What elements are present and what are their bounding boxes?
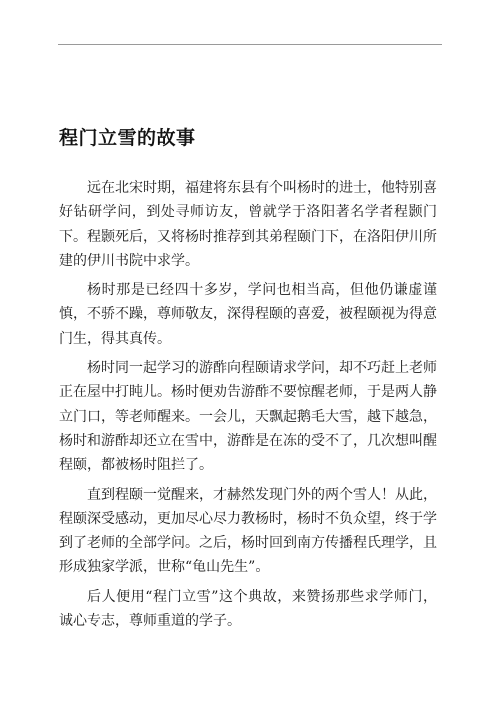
article-body <box>59 176 437 638</box>
paragraph-3: 杨时同一起学习的游酢向程颐请求学问，却不巧赶上老师正在屋中打盹儿。杨时便劝告游酢不要惊醒老师，于是两人静立门口，等老师醒来。一会儿，天飘起鹅毛大雪，越下越急，杨时和游酢却还立在雪中，游酢是在冻的受不了，几次想叫醒程颐，都被杨时阻拦了。 <box>59 360 437 474</box>
paragraph-1: 远在北宋时期，福建将东县有个叫杨时的进士，他特别喜好钻研学问，到处寻师访友，曾就学于洛阳著名学者程颢门下。程颢死后，又将杨时推荐到其弟程颐门下，在洛阳伊川所建的伊川书院中求学。 <box>59 180 437 269</box>
header-divider <box>58 44 442 45</box>
paragraph-2: 杨时那是已经四十多岁，学问也相当高，但他仍谦虚谨慎，不骄不躁，尊师敬友，深得程颐的喜爱，被程颐视为得意门生，得其真传。 <box>59 282 437 347</box>
paragraph-4: 直到程颐一觉醒来，才赫然发现门外的两个雪人！从此，程颐深受感动，更加尽心尽力教杨时，杨时不负众望，终于学到了老师的全部学问。之后，杨时回到南方传播程氏理学，且形成独家学派，世称“龟山先生”。 <box>59 486 437 576</box>
article-title: 程门立雪的故事 <box>59 127 196 149</box>
paragraph-5: 后人便用“程门立雪”这个典故，来赞扬那些求学师门，诚心专志，尊师重道的学子。 <box>59 588 437 630</box>
